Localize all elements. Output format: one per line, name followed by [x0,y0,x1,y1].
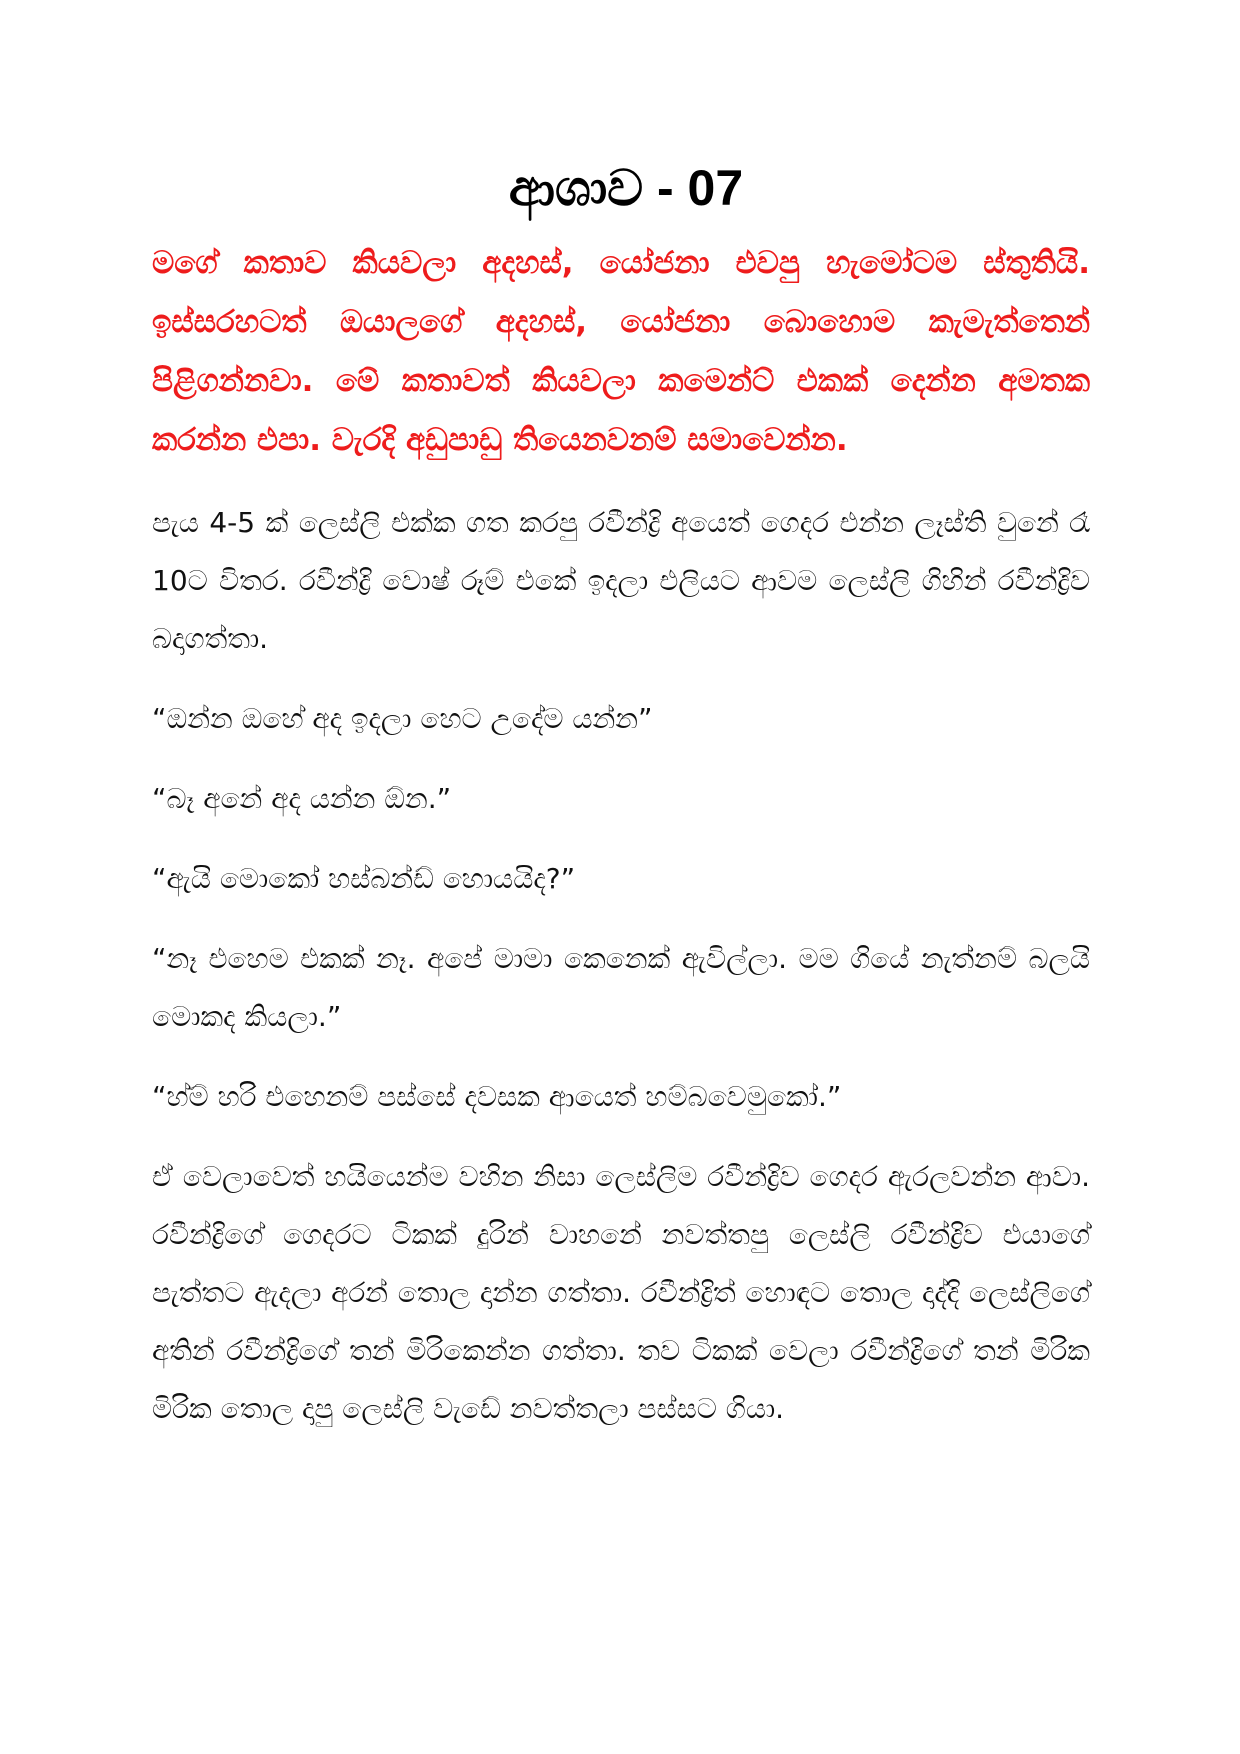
story-paragraph-2: ඒ වෙලාවෙත් හයියෙන්ම වහින නිසා ලෙස්ලිම රවීන්ද්‍රිව ගෙදර ඇරලවන්න ආවා. රවීන්ද්‍රිගේ ගෙදරට ටිකක් දුරින් වාහනේ නවත්තපු ලෙස්ලි රවීන්ද්‍රිව එයාගේ පැත්තට ඇදලා අරන් තොල දාන්න ගත්තා. රවීන්ද්‍රිත් හොඳට තොල දාද්දි ලෙස්ලිගේ අතින් රවීන්ද්‍රිගේ තන් මිරිකෙන්න ගත්තා. තව ටිකක් වෙලා රවීන්ද්‍රිගේ තන් මිරික මිරික තොල දාපු ලෙස්ලි වැඩේ නවත්තලා පස්සට ගියා. [152,1160,1090,1425]
dialogue-line-4: “නෑ එහෙම එකක් නෑ. අපේ මාමා කෙනෙක් ඇවිල්ලා. මම ගියේ නැත්නම් බලයි මොකද කියලා.” [152,942,1090,1033]
author-note: මගේ කතාව කියවලා අදහස්, යෝජනා එවපු හැමෝටම ස්තුතියි. ඉස්සරහටත් ඔයාලගේ අදහස්, යෝජනා බොහොම කැමැත්තෙන් පිළිගන්නවා. මේ කතාවත් කියවලා කමෙන්ට් එකක් දෙන්න අමතක කරන්න එපා. වැරදි අඩුපාඩු තියෙනවනම් සමාවෙන්න. [152,245,1090,458]
story-paragraph-1: පැය 4-5 ක් ලෙස්ලි එක්ක ගත කරපු රවීන්ද්‍රි අයෙත් ගෙදර එන්න ලෑස්ති වුනේ රෑ 10ට විතර. රවීන්ද්‍රි වොෂ් රූම් එකේ ඉදලා එලියට ආවම ලෙස්ලි ගිහින් රවීන්ද්‍රිව බදාගත්තා. [152,506,1090,655]
document-page [152,150,1090,1460]
dialogue-line-5: “හ්ම් හරි එහෙනම් පස්සේ දවසක ආයෙත් හම්බවෙමුකෝ.” [152,1080,842,1113]
dialogue-line-2: “බෑ අනේ අද යන්න ඕන.” [152,782,452,815]
dialogue-line-1: “ඔන්න ඔහේ අද ඉදලා හෙට උදේම යන්න” [152,702,653,735]
dialogue-line-3: “ඇයි මොකෝ හස්බන්ඩ් හොයයිද?” [152,862,576,895]
document-title: ආශාව - 07 [508,160,744,216]
